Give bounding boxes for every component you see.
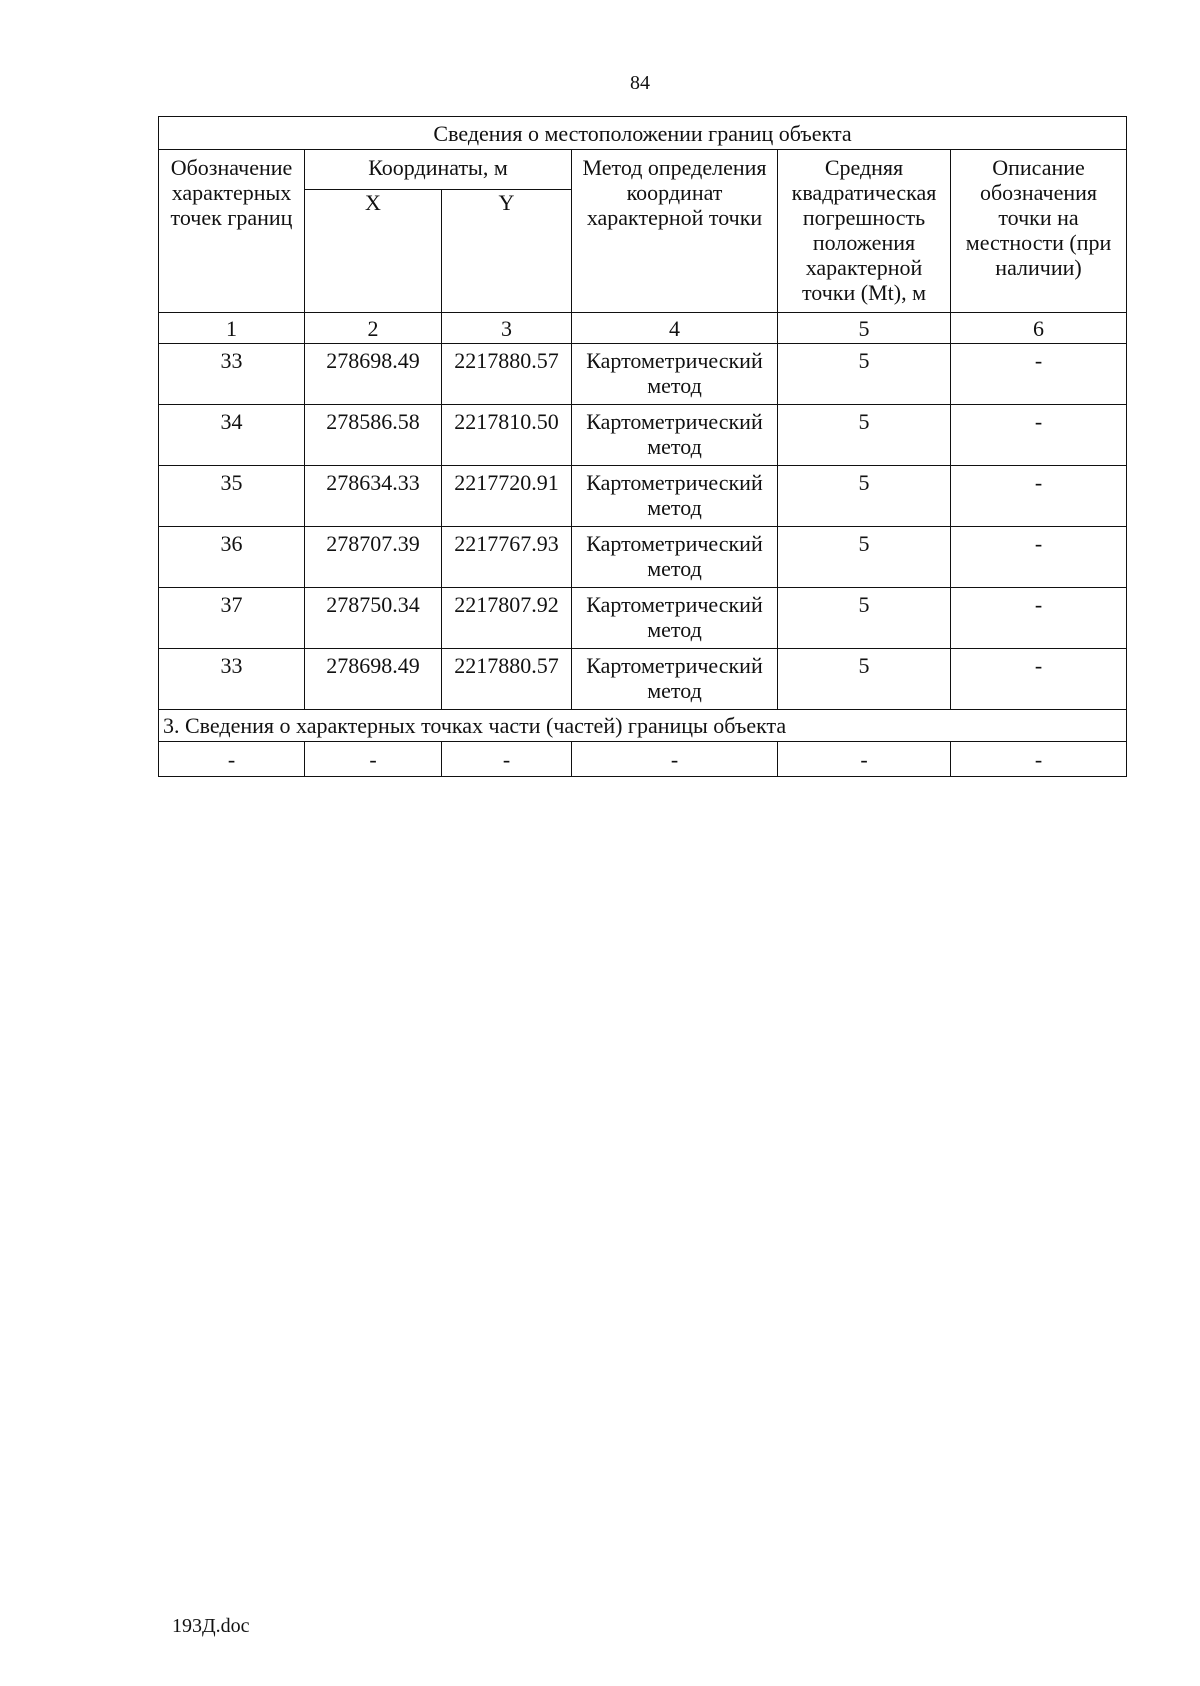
- cell-y: 2217880.57: [442, 649, 572, 710]
- cell-method: Картометрический метод: [572, 405, 778, 466]
- cell-x: 278707.39: [305, 527, 442, 588]
- cell-point: 34: [159, 405, 305, 466]
- cell-error: 5: [778, 344, 951, 405]
- cell-y: 2217720.91: [442, 466, 572, 527]
- column-number: 1: [159, 313, 305, 344]
- table-row: [159, 649, 1127, 710]
- cell-method: Картометрический метод: [572, 588, 778, 649]
- cell-method: Картометрический метод: [572, 527, 778, 588]
- table-row: [159, 588, 1127, 649]
- cell-point: 33: [159, 344, 305, 405]
- cell-x: 278698.49: [305, 344, 442, 405]
- cell-dash: -: [305, 742, 442, 777]
- cell-method: Картометрический метод: [572, 466, 778, 527]
- cell-dash: -: [778, 742, 951, 777]
- cell-point: 35: [159, 466, 305, 527]
- cell-error: 5: [778, 405, 951, 466]
- cell-error: 5: [778, 527, 951, 588]
- table-row: [159, 527, 1127, 588]
- header-point: Обозначение характерных точек границ: [159, 150, 305, 313]
- cell-dash: -: [159, 742, 305, 777]
- header-row: [159, 150, 1127, 190]
- cell-description: -: [951, 649, 1127, 710]
- header-x: X: [305, 190, 442, 313]
- cell-y: 2217880.57: [442, 344, 572, 405]
- cell-y: 2217810.50: [442, 405, 572, 466]
- cell-description: -: [951, 344, 1127, 405]
- footer-filename: 193Д.doc: [172, 1615, 250, 1637]
- cell-y: 2217767.93: [442, 527, 572, 588]
- cell-dash: -: [442, 742, 572, 777]
- cell-x: 278750.34: [305, 588, 442, 649]
- table-row: [159, 466, 1127, 527]
- cell-x: 278586.58: [305, 405, 442, 466]
- column-number: 5: [778, 313, 951, 344]
- section3-row: [159, 742, 1127, 777]
- cell-x: 278634.33: [305, 466, 442, 527]
- boundary-coordinates-table: [158, 116, 1127, 777]
- cell-dash: -: [572, 742, 778, 777]
- table-row: [159, 405, 1127, 466]
- cell-description: -: [951, 588, 1127, 649]
- column-number: 3: [442, 313, 572, 344]
- header-y: Y: [442, 190, 572, 313]
- table-title-row: [159, 117, 1127, 150]
- header-description: Описание обозначения точки на местности (при наличии): [951, 150, 1127, 313]
- cell-error: 5: [778, 466, 951, 527]
- header-coordinates: Координаты, м: [305, 150, 572, 190]
- cell-error: 5: [778, 649, 951, 710]
- cell-y: 2217807.92: [442, 588, 572, 649]
- cell-method: Картометрический метод: [572, 649, 778, 710]
- section3-title-row: [159, 710, 1127, 742]
- cell-description: -: [951, 405, 1127, 466]
- column-number: 4: [572, 313, 778, 344]
- column-number: 2: [305, 313, 442, 344]
- cell-method: Картометрический метод: [572, 344, 778, 405]
- cell-x: 278698.49: [305, 649, 442, 710]
- page-number: 84: [630, 72, 650, 94]
- header-method: Метод определения координат характерной точки: [572, 150, 778, 313]
- header-error: Средняя квадратическая погрешность положения характерной точки (Mt), м: [778, 150, 951, 313]
- column-number: 6: [951, 313, 1127, 344]
- cell-description: -: [951, 466, 1127, 527]
- table-title: Сведения о местоположении границ объекта: [159, 117, 1127, 150]
- cell-point: 36: [159, 527, 305, 588]
- cell-description: -: [951, 527, 1127, 588]
- section3-title: 3. Сведения о характерных точках части (частей) границы объекта: [159, 710, 1127, 742]
- cell-point: 37: [159, 588, 305, 649]
- cell-point: 33: [159, 649, 305, 710]
- cell-dash: -: [951, 742, 1127, 777]
- column-number-row: [159, 313, 1127, 344]
- table-row: [159, 344, 1127, 405]
- cell-error: 5: [778, 588, 951, 649]
